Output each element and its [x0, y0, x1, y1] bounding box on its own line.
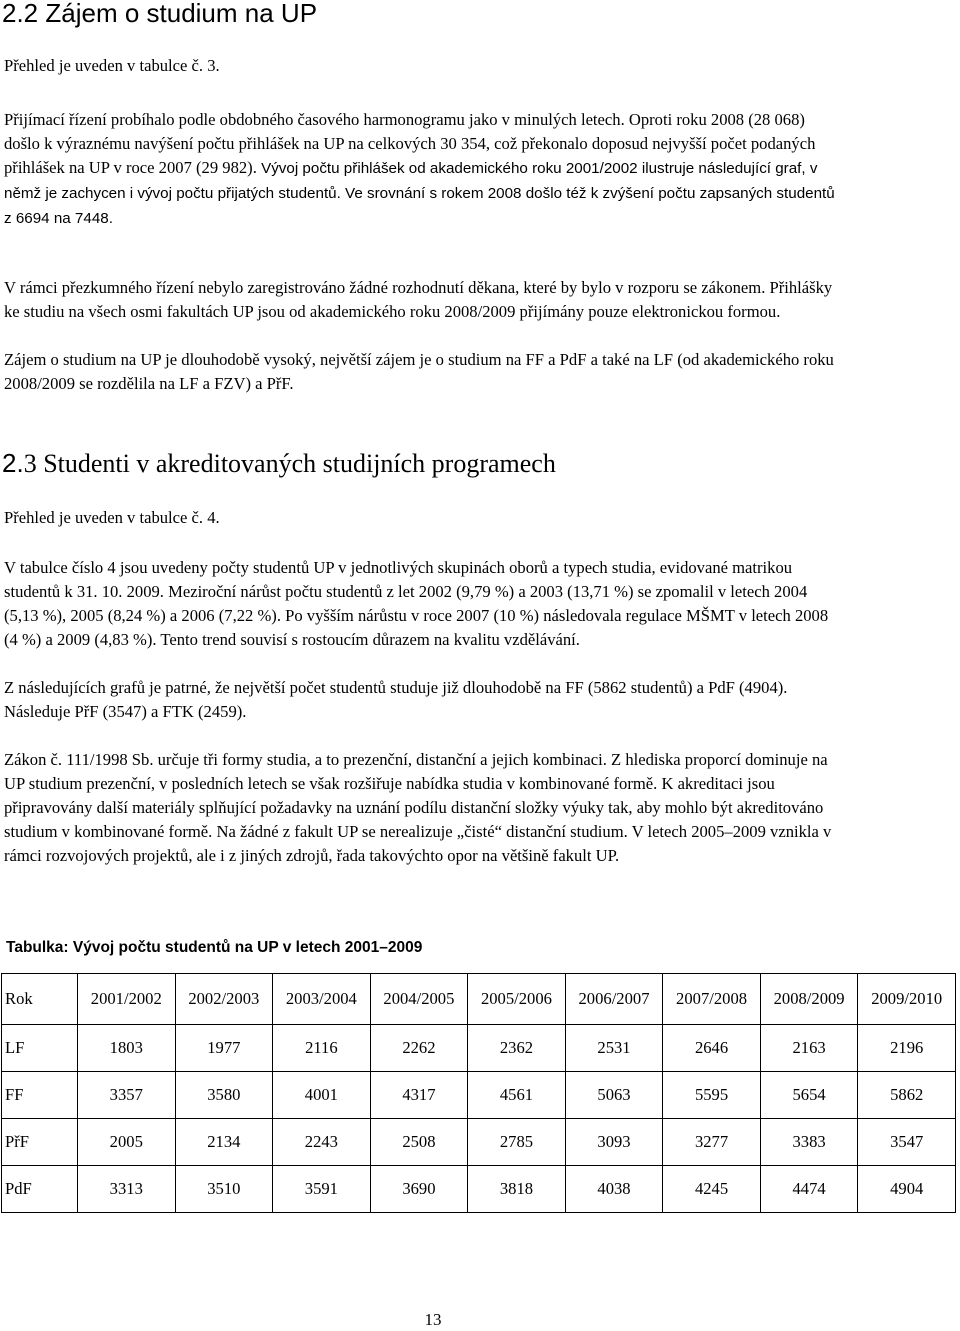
table-cell: 4474 — [760, 1166, 858, 1213]
table-header-row — [2, 974, 956, 1025]
table-cell: 3357 — [78, 1072, 176, 1119]
table-cell: 4561 — [468, 1072, 566, 1119]
paragraph-review-procedure: V rámci přezkumného řízení nebylo zaregistrováno žádné rozhodnutí děkana, které by bylo v rozporu se zákonem. Přihlášky ke studiu na všech osmi fakultách UP jsou od akademického roku 2008/2009 přijímány pouze elektronickou formou. — [4, 278, 833, 321]
paragraph-admissions — [4, 108, 844, 231]
table-header-label: Rok — [2, 974, 78, 1025]
paragraph-table-ref-3: Přehled je uveden v tabulce č. 3. — [4, 56, 220, 75]
students-table — [1, 973, 956, 1213]
table-cell: 4317 — [370, 1072, 468, 1119]
table-cell: 2196 — [858, 1025, 956, 1072]
table-row-label: PdF — [2, 1166, 78, 1213]
table-row — [2, 1072, 956, 1119]
paragraph-forms-of-study: Zákon č. 111/1998 Sb. určuje tři formy studia, a to prezenční, distanční a jejich kombinaci. Z hlediska proporcí dominuje na UP studium prezenční, v posledních letech se však rozšiřuje nabídka studia v kombinované formě. K akreditaci jsou připravovány další materiály splňující požadavky na uznání podílu distanční složky výuky tak, aby mohlo být akreditováno studium v kombinované formě. Na žádné z fakult UP se nerealizuje „čisté“ distanční studium. V letech 2005–2009 vznikla v rámci rozvojových projektů, ale i z jiných zdrojů, řada takovýchto opor na většině fakult UP. — [4, 750, 832, 865]
table-row-label: PřF — [2, 1119, 78, 1166]
table-header-year: 2003/2004 — [273, 974, 371, 1025]
table-header-year: 2009/2010 — [858, 974, 956, 1025]
section-heading-2-3: 2.3 Studenti v akreditovaných studijních programech — [2, 448, 556, 478]
table-cell: 3580 — [175, 1072, 273, 1119]
table-header-year: 2007/2008 — [663, 974, 761, 1025]
table-header-year: 2001/2002 — [78, 974, 176, 1025]
table-cell: 5862 — [858, 1072, 956, 1119]
table-cell: 2646 — [663, 1025, 761, 1072]
table-row — [2, 1119, 956, 1166]
table-cell: 2262 — [370, 1025, 468, 1072]
table-header-year: 2006/2007 — [565, 974, 663, 1025]
paragraph-student-counts: V tabulce číslo 4 jsou uvedeny počty studentů UP v jednotlivých skupinách oborů a typech studia, evidované matrikou studentů k 31. 10. 2009. Meziroční nárůst počtu studentů z let 2002 (9,79 %) a 2003 (13,71 %) se zpomalil v letech 2004 (5,13 %), 2005 (8,24 %) a 2006 (7,22 %). Po vyšším nárůstu v roce 2007 (10 %) následovala regulace MŠMT v letech 2008 (4 %) a 2009 (4,83 %). Tento trend souvisí s rostoucím důrazem na kvalitu vzdělávání. — [4, 558, 829, 649]
table-header-year: 2005/2006 — [468, 974, 566, 1025]
table-header-year: 2008/2009 — [760, 974, 858, 1025]
table-cell: 2163 — [760, 1025, 858, 1072]
section-heading-2-2: 2.2 Zájem o studium na UP — [2, 0, 318, 28]
paragraph-interest: Zájem o studium na UP je dlouhodobě vysoký, největší zájem je o studium na FF a PdF a také na LF (od akademického roku 2008/2009 se rozdělila na LF a FZV) a PřF. — [4, 350, 834, 393]
table-cell: 3818 — [468, 1166, 566, 1213]
table-cell: 4001 — [273, 1072, 371, 1119]
paragraph-admissions-text: Přijímací řízení probíhalo podle obdobného časového harmonogramu jako v minulých letech. Oproti roku 2008 (28 068) došlo k výraznému navýšení počtu přihlášek na UP na celkových 30 354, což překonalo doposud nejvyšší počet podaných přihlášek na UP v roce 2007 (29 982). — [4, 110, 816, 177]
table-cell: 3690 — [370, 1166, 468, 1213]
paragraph-admissions-enrolled-note: Ve srovnání s rokem 2008 došlo též k zvýšení počtu zapsaných studentů z 6694 na 7448. — [4, 185, 835, 227]
table-cell: 2531 — [565, 1025, 663, 1072]
paragraph-admissions-graph-note: Vývoj počtu přihlášek od akademického roku 2001/2002 ilustruje následující graf, v němž je zachycen i vývoj počtu přijatých studentů. — [4, 160, 818, 202]
table-cell: 4245 — [663, 1166, 761, 1213]
table-cell: 3591 — [273, 1166, 371, 1213]
table-cell: 3383 — [760, 1119, 858, 1166]
table-cell: 2243 — [273, 1119, 371, 1166]
table-row-label: FF — [2, 1072, 78, 1119]
table-row-label: LF — [2, 1025, 78, 1072]
table-row — [2, 1166, 956, 1213]
table-cell: 5063 — [565, 1072, 663, 1119]
table-cell: 1977 — [175, 1025, 273, 1072]
table-cell: 2362 — [468, 1025, 566, 1072]
table-cell: 5595 — [663, 1072, 761, 1119]
table-cell: 2785 — [468, 1119, 566, 1166]
paragraph-table-ref-4: Přehled je uveden v tabulce č. 4. — [4, 508, 220, 527]
table-cell: 3093 — [565, 1119, 663, 1166]
table-cell: 3277 — [663, 1119, 761, 1166]
table-cell: 2508 — [370, 1119, 468, 1166]
table-cell: 3547 — [858, 1119, 956, 1166]
table-cell: 4038 — [565, 1166, 663, 1213]
table-cell: 2134 — [175, 1119, 273, 1166]
table-cell: 2005 — [78, 1119, 176, 1166]
table-cell: 1803 — [78, 1025, 176, 1072]
paragraph-largest-faculties: Z následujících grafů je patrné, že největší počet studentů studuje již dlouhodobě na FF (5862 studentů) a PdF (4904). Následuje PřF (3547) a FTK (2459). — [4, 678, 788, 721]
table-header-year: 2002/2003 — [175, 974, 273, 1025]
page-number: 13 — [424, 1310, 442, 1329]
table-cell: 4904 — [858, 1166, 956, 1213]
table-caption: Tabulka: Vývoj počtu studentů na UP v letech 2001–2009 — [6, 939, 423, 956]
table-header-year: 2004/2005 — [370, 974, 468, 1025]
table-cell: 2116 — [273, 1025, 371, 1072]
table-cell: 3313 — [78, 1166, 176, 1213]
table-cell: 3510 — [175, 1166, 273, 1213]
table-row — [2, 1025, 956, 1072]
table-cell: 5654 — [760, 1072, 858, 1119]
